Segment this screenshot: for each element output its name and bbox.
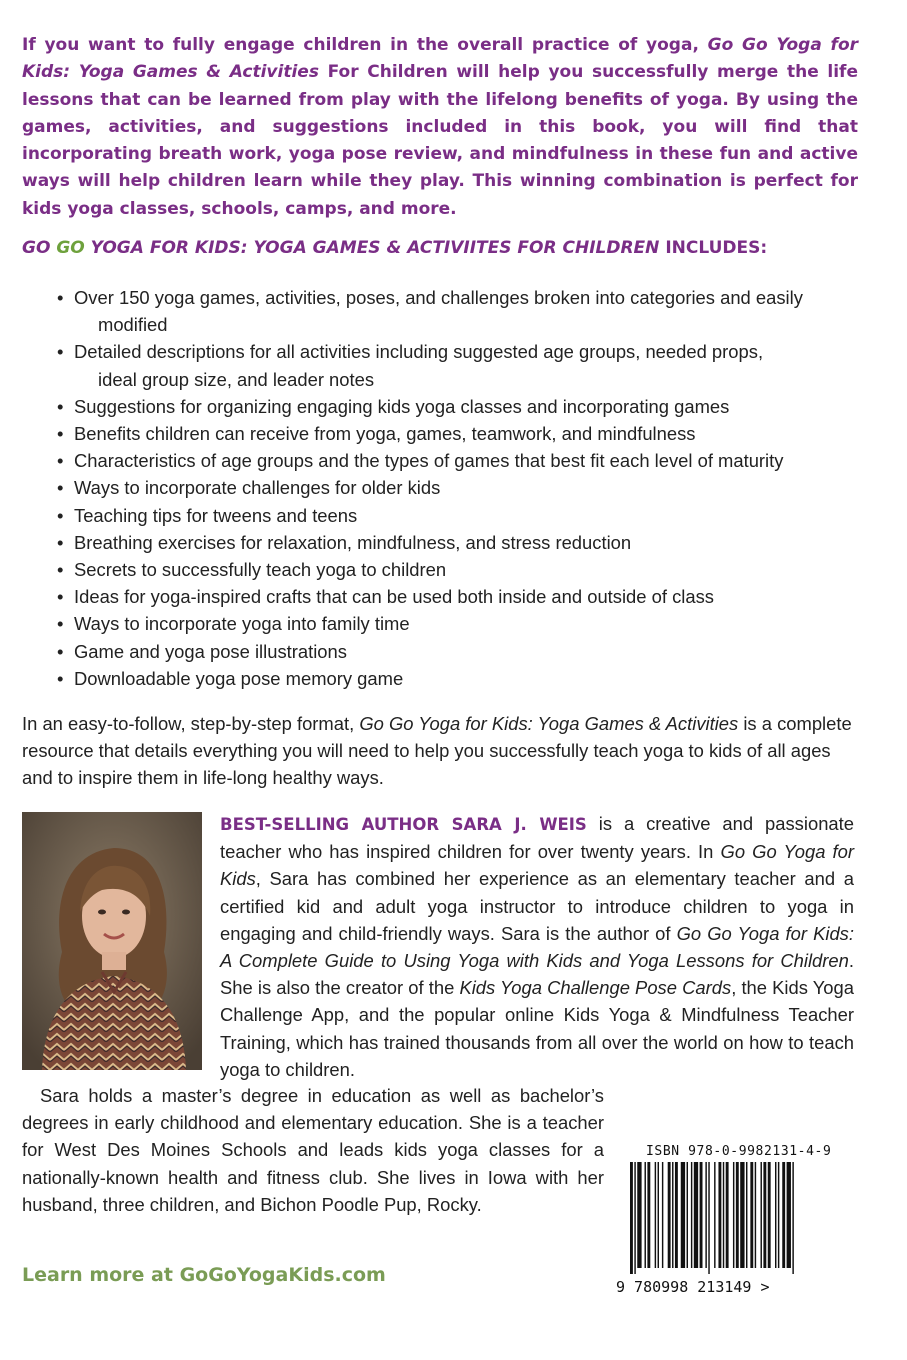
barcode-bar (675, 1162, 678, 1268)
bullet-glyph: • (57, 395, 64, 417)
list-item: • Detailed descriptions for all activities including suggested age groups, needed props, ideal group size, and leader notes (52, 338, 842, 392)
barcode-bar (768, 1162, 771, 1268)
barcode-bar (694, 1162, 698, 1268)
bullet-glyph: • (57, 613, 64, 635)
bullet-glyph: • (57, 640, 64, 662)
list-item: • Benefits children can receive from yoga, games, teamwork, and mindfulness (52, 420, 842, 447)
barcode-bar (645, 1162, 646, 1268)
bullet-glyph: • (57, 477, 64, 499)
barcode-bar (668, 1162, 671, 1268)
barcode-bar (778, 1162, 779, 1268)
bullet-glyph: • (57, 559, 64, 581)
barcode-bar (726, 1162, 729, 1268)
bullet-glyph: • (57, 287, 64, 308)
barcode-bar (672, 1162, 673, 1268)
bullet-glyph: • (57, 531, 64, 553)
barcode-bar (700, 1162, 703, 1268)
summary-book-title: Go Go Yoga for Kids: Yoga Games & Activities (359, 713, 739, 734)
barcode-bar (630, 1162, 633, 1274)
author-bio-lead: BEST-SELLING AUTHOR SARA J. WEIS (220, 815, 587, 834)
includes-heading (22, 238, 882, 258)
list-item: • Game and yoga pose illustrations (52, 638, 842, 665)
list-item: • Downloadable yoga pose memory game (52, 665, 842, 692)
list-item: • Characteristics of age groups and the types of games that best fit each level of maturity (52, 447, 842, 474)
barcode-bar (792, 1162, 793, 1274)
barcode-bar (723, 1162, 724, 1268)
barcode-bar (714, 1162, 715, 1268)
barcode-bars (628, 1162, 844, 1274)
barcode-bar (787, 1162, 791, 1268)
intro-text-start: If you want to fully engage children in the overall practice of yoga, (22, 35, 708, 55)
heading-includes: INCLUDES: (659, 238, 768, 258)
barcode-bar (750, 1162, 753, 1268)
author-portrait-illustration (22, 812, 202, 1070)
barcode-bar (658, 1162, 659, 1268)
barcode-bar (705, 1162, 706, 1268)
barcode-bar (655, 1162, 656, 1268)
barcode-bar (763, 1162, 766, 1268)
list-item: • Over 150 yoga games, activities, poses, and challenges broken into categories and easily modified (52, 284, 842, 338)
heading-title: YOGA FOR KIDS: YOGA GAMES & ACTIVIITES FOR CHILDREN (84, 238, 660, 258)
author-photo (22, 812, 202, 1070)
bullet-glyph: • (57, 341, 64, 363)
isbn-barcode (616, 1140, 856, 1310)
intro-paragraph (22, 32, 858, 223)
bullet-glyph: • (57, 667, 64, 689)
heading-go-green: GO (56, 238, 85, 258)
barcode-bar (761, 1162, 762, 1268)
bullet-glyph: • (57, 586, 64, 608)
website-line[interactable]: Learn more at GoGoYogaKids.com (22, 1264, 386, 1286)
list-item: • Ways to incorporate challenges for older kids (52, 474, 842, 501)
barcode-bar (662, 1162, 663, 1268)
author-bio-continued: Sara holds a master’s degree in education as well as bachelor’s degrees in early childhood and elementary education. She is a teacher for West Des Moines Schools and leads kids yoga classes for a nationally-known health and fitness club. She lives in Iowa with her husband, three children, and Bichon Poodle Pup, Rocky. (22, 1085, 604, 1215)
barcode-bar (740, 1162, 744, 1268)
barcode-bar (681, 1162, 685, 1268)
list-item: • Ways to incorporate yoga into family time (52, 610, 842, 637)
list-item: • Teaching tips for tweens and teens (52, 502, 842, 529)
isbn-label: ISBN 978-0-9982131-4-9 (646, 1144, 832, 1159)
barcode-bar (691, 1162, 692, 1268)
bullet-glyph: • (57, 423, 64, 445)
barcode-digits: 9 780998 213149 > (616, 1278, 770, 1296)
barcode-bar (782, 1162, 785, 1268)
summary-paragraph: In an easy-to-follow, step-by-step format, Go Go Yoga for Kids: Yoga Games & Activities is a complete resource that details everything you will need to help you successfully teach yoga to kids of all ages and to inspire them in life-long healthy ways. (22, 713, 852, 789)
barcode-bar (736, 1162, 739, 1268)
barcode-bar (634, 1162, 635, 1274)
barcode-bar (647, 1162, 650, 1268)
intro-book-title: Go Go Yoga for Kids: Yoga Games & Activities (22, 35, 859, 83)
barcode-bar (755, 1162, 756, 1268)
list-item: • Ideas for yoga-inspired crafts that can be used both inside and outside of class (52, 583, 842, 610)
barcode-bar (718, 1162, 721, 1268)
barcode-bar (687, 1162, 688, 1268)
barcode-bar (733, 1162, 734, 1268)
intro-text-rest: For Children will help you successfully merge the life lessons that can be learned from play with the lifelong benefits of yoga. By using the games, activities, and suggestions included in this book, you will find that incorporating breath work, yoga pose review, and mindfulness in these fun and active ways will help children learn while they play. This winning combination is perfect for kids yoga classes, schools, camps, and more. (22, 62, 858, 219)
bullet-glyph: • (57, 450, 64, 472)
list-item: • Secrets to successfully teach yoga to children (52, 556, 842, 583)
heading-go: GO (22, 238, 57, 258)
barcode-bar (775, 1162, 776, 1268)
list-item: • Breathing exercises for relaxation, mindfulness, and stress reduction (52, 529, 842, 556)
barcode-bar (637, 1162, 641, 1268)
barcode-bar (708, 1162, 709, 1274)
list-item: • Suggestions for organizing engaging kids yoga classes and incorporating games (52, 393, 842, 420)
bullet-glyph: • (57, 504, 64, 526)
includes-list (52, 284, 842, 692)
barcode-bar (746, 1162, 747, 1268)
author-bio: BEST-SELLING AUTHOR SARA J. WEIS is a creative and passionate teacher who has inspired children for over twenty years. In Go Go Yoga for Kids, Sara has combined her experience as an elementary teacher and a certified kid and adult yoga instructor to introduce children to yoga in engaging and child-friendly ways. Sara is the author of Go Go Yoga for Kids: A Complete Guide to Using Yoga with Kids and Yoga Lessons for Children. She is also the creator of the Kids Yoga Challenge Pose Cards, the Kids Yoga Challenge App, and the popular online Kids Yoga & Mindfulness Teacher Training, which has trained thousands from all over the world on how to teach yoga to children. (220, 813, 854, 1080)
